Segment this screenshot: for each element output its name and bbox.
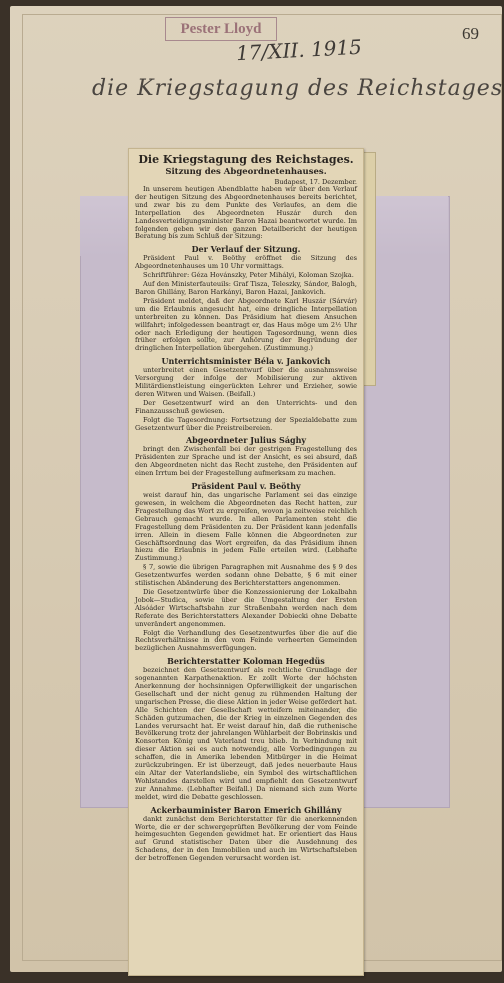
section-heading: Abgeordneter Julius Sághy [185,435,307,446]
newspaper-stamp: Pester Lloyd [165,17,277,41]
newspaper-clipping [128,148,364,976]
page-number: 69 [462,24,479,43]
clipping-paragraph: dankt zunächst dem Berichterstatter für die anerkennenden Worte, die er der schwergeprüften Bevölkerung der vom Feinde heimgesuchten Gegenden gewidmet hat. Er orientiert das Haus auf Grund statistischer Daten über die Ausdehnung des Schadens, der in den Immobilien und auch im Wirtschaftsleben der betroffenen Gegenden verursacht worden ist. [135,814,357,863]
section-heading: Präsident Paul v. Beöthy [191,481,301,492]
section-heading: Ackerbauminister Baron Emerich Ghillány [150,804,342,815]
clipping-paragraph: Folgt die Verhandlung des Gesetzentwurfes über die auf die Rechtsverhältnisse in den vom Feinde verheerten Gemeinden bezüglichen Ausnahmsverfügungen. [135,628,357,653]
clipping-dateline: Budapest, 17. Dezember. [274,178,357,186]
clipping-paragraph: Präsident Paul v. Beöthy eröffnet die Sitzung des Abgeordnetenhauses um 10 Uhr vormittags. [135,254,357,271]
section-heading: Unterrichtsminister Béla v. Jankovich [161,356,331,367]
clipping-paragraph: Die Gesetzentwürfe über die Konzessionierung der Lokalbahn Jobok—Studica, sowie über die Umgestaltung der Ersten Alsóáder Wirtschaftsbahn zur Straßenbahn werden nach dem Referate des Berichterstatters Alexander Dobiecki ohne Debatte unverändert angenommen. [135,587,357,628]
clipping-subtitle: Sitzung des Abgeordnetenhauses. [165,167,327,177]
clipping-paragraph: Schriftführer: Géza Hovánszky, Peter Mihályi, Koloman Szojka. [143,271,354,280]
handwritten-date: 17/XII. 1915 [235,34,363,66]
clipping-paragraph: Präsident meldet, daß der Abgeordnete Karl Huszár (Sárvár) um die Erlaubnis angesucht hat, eine dringliche Interpellation unterbreiten zu können. Das Präsidium hat diesem Ansuchen willfahrt; infolgedessen beantragt er, das Haus möge um 2½ Uhr oder nach Erledigung der heutigen Tagesordnung, wenn dies früher erfolgen sollte, zur Anhörung der Begründung der dringlichen Interpellation übergehen. (Zustimmung.) [135,296,357,353]
clipping-paragraph: weist darauf hin, das ungarische Parlament sei das einzige gewesen, in welchem die Abgeordneten das Recht hatten, zur Fragestellung das Wort zu ergreifen, wovon ja zeitweise reichlich Gebrauch gemacht wurde. In allen Parlamenten steht die Fragestellung dem Präsidenten zu. Der Präsident kann jedenfalls irren. Allein in diesem Falle können die Abgeordneten zur Geschäftsordnung das Wort ergreifen, da das Präsidium ihnen hiezu die Erlaubnis in jedem Falle erteilen wird. (Lebhafte Zustimmung.) [135,491,357,563]
clipping-intro: In unserem heutigen Abendblatte haben wir über den Verlauf der heutigen Sitzung des Abgeordnetenhauses bereits berichtet, und zwar bis zu dem Punkte des Verlaufes, an dem die Interpellation des Abgeordneten Huszár durch den Landesverteidigungsminister Baron Hazai beantwortet wurde. Im folgenden geben wir den ganzen Detailbericht der heutigen Beratung bis zum Schluß der Sitzung: [135,185,357,241]
clipping-paragraph: bezeichnet den Gesetzentwurf als rechtliche Grundlage der sogenannten Karpathenaktion. Er zollt Worte der höchsten Anerkennung der hochsinnigen Opferwilligkeit der ungarischen Gesellschaft und der nicht genug zu rühmenden Haltung der ungarischen Presse, die diese Aktion in jeder Weise gefördert hat. Alle Schichten der Gesellschaft wetteifern miteinander, die Schäden gutzumachen, die der Krieg in einzelnen Gegenden des Landes verursacht hat. Er weist darauf hin, daß die ruthenische Bevölkerung trotz der jahrelangen Wühlarbeit der Bobrinskis und Konsorten König und Vaterland treu blieb. In Verbindung mit dieser Aktion sei es auch notwendig, alle Vorbedingungen zu schaffen, die in Amerika lebenden Mitbürger in die Heimat zurückzubringen. Er ist überzeugt, daß jedes neuerbaute Haus ein Altar der Vaterlandsliebe, ein Symbol des wirtschaftlichen Wohlstandes darstellen wird und empfiehlt den Gesetzentwurf zur Annahme. (Lebhafter Beifall.) Da niemand sich zum Worte meldet, wird die Debatte geschlossen. [135,666,357,801]
clipping-paragraph: Auf den Ministerfauteuils: Graf Tisza, Teleszky, Sándor, Balogh, Baron Ghillány, Baron Harkányi, Baron Hazai, Jankovich. [135,280,357,296]
section-heading: Der Verlauf der Sitzung. [191,244,301,255]
clipping-paragraph: § 7, sowie die übrigen Paragraphen mit Ausnahme des § 9 des Gesetzentwurfes werden sodann ohne Debatte, § 6 mit einer stilistischen Abänderung des Berichterstatters angenommen. [135,563,357,588]
clipping-paragraph: bringt den Zwischenfall bei der gestrigen Fragestellung des Präsidenten zur Sprache und ist der Ansicht, es sei absurd, daß den Abgeordneten nicht das Recht zustehe, den Präsidenten auf einen Irrtum bei der Fragestellung aufmerksam zu machen. [135,445,357,478]
clipping-paragraph: Der Gesetzentwurf wird an den Unterrichts- und den Finanzausschuß gewiesen. [135,398,357,415]
handwritten-note: die Kriegstagung des Reichstages [92,76,504,101]
clipping-title: Die Kriegstagung des Reichstages. [138,153,354,166]
clipping-paragraph: unterbreitet einen Gesetzentwurf über die ausnahmsweise Versorgung der infolge der Mobilisierung zur aktiven Militärdienstleistung eingerückten Lehrer und Erzieher, sowie deren Witwen und Waisen. (Beifall.) [135,366,357,398]
section-heading: Berichterstatter Koloman Hegedüs [167,656,325,667]
clipping-paragraph: Folgt die Tagesordnung: Fortsetzung der Spezialdebatte zum Gesetzentwurf über die Preistreibereien. [135,415,357,432]
